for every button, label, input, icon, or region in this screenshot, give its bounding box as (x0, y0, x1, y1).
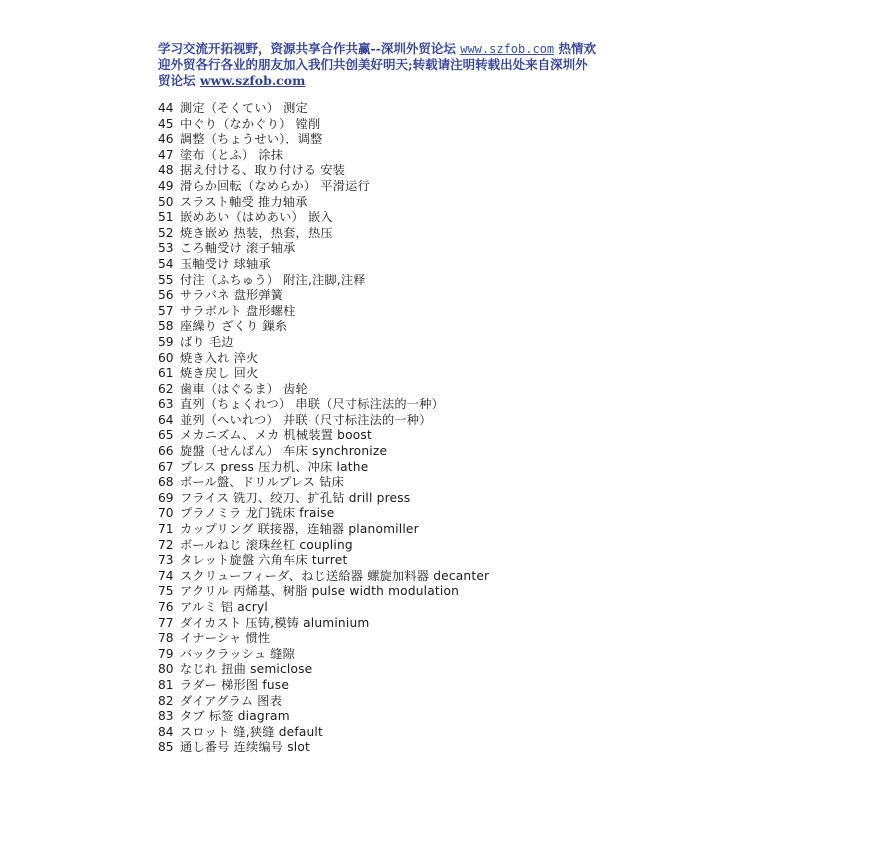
entry-number: 58 (158, 319, 174, 334)
entry-number: 80 (158, 662, 174, 677)
glossary-entry (158, 600, 778, 616)
glossary-entry (158, 257, 778, 273)
entry-number: 46 (158, 132, 174, 147)
entry-number: 75 (158, 584, 174, 599)
glossary-entry (158, 460, 778, 476)
glossary-entry (158, 304, 778, 320)
entry-text: ラダー 梯形图 fuse (180, 677, 290, 692)
entry-text: サラボルト 盘形螺柱 (180, 303, 296, 318)
glossary-entry (158, 647, 778, 663)
entry-number: 77 (158, 615, 174, 630)
entry-text: スロット 缝,狭缝 default (180, 724, 323, 739)
glossary-entry (158, 709, 778, 725)
entry-text: アルミ 铝 acryl (180, 600, 268, 614)
glossary-entry (158, 117, 778, 133)
site-link-2[interactable]: www.szfob.com (199, 73, 306, 88)
entry-text: バックラッシュ 缝隙 (180, 646, 296, 661)
entry-text: ボールねじ 滚珠丝杠 coupling (180, 537, 353, 552)
entry-number: 62 (158, 381, 174, 396)
entry-text: サラバネ 盘形弹簧 (180, 288, 284, 303)
entry-number: 57 (158, 303, 174, 318)
glossary-entry (158, 444, 778, 460)
glossary-entry (158, 553, 778, 569)
glossary-entry (158, 740, 778, 756)
entry-text: アクリル 丙烯基、树脂 pulse width modulation (180, 584, 460, 599)
entry-text: ダイカスト 压铸,模铸 aluminium (180, 615, 370, 630)
entry-number: 66 (158, 444, 174, 459)
entry-number: 63 (158, 397, 174, 412)
glossary-entry (158, 428, 778, 444)
entry-text: ダイアグラム 图表 (180, 693, 283, 708)
entry-number: 64 (158, 412, 174, 427)
entry-number: 59 (158, 334, 174, 349)
glossary-entry (158, 148, 778, 164)
entry-number: 44 (158, 101, 174, 115)
entry-text: プラノミラ 龙门铣床 fraise (180, 506, 335, 521)
glossary-entry (158, 195, 778, 211)
glossary-entry (158, 506, 778, 522)
glossary-entry (158, 631, 778, 647)
entry-number: 52 (158, 225, 174, 240)
entry-number: 81 (158, 677, 174, 692)
banner-line-1 (158, 41, 718, 57)
entry-text: 据え付ける、取り付ける 安装 (180, 163, 346, 178)
glossary-entry (158, 132, 778, 148)
entry-text: 焼き嵌め 热装，热套，热压 (180, 225, 333, 240)
entry-text: 嵌めあい（はめあい） 嵌入 (180, 210, 333, 225)
entry-text: ばり 毛边 (180, 334, 234, 349)
entry-text: 焼き戻し 回火 (180, 366, 259, 381)
glossary-entry (158, 475, 778, 491)
entry-number: 47 (158, 147, 174, 162)
glossary-entry (158, 538, 778, 554)
glossary-entry (158, 241, 778, 257)
glossary-entry (158, 569, 778, 585)
entry-text: プレス press 压力机、冲床 lathe (180, 459, 369, 474)
entry-text: 旋盤（せんばん） 车床 synchronize (180, 444, 388, 459)
entry-text: メカニズム、メカ 机械装置 boost (180, 428, 372, 443)
glossary-entry (158, 351, 778, 367)
glossary-entry (158, 522, 778, 538)
entry-text: ボール盤、ドリルプレス 钻床 (180, 475, 345, 490)
entry-text: 並列（へいれつ） 并联（尺寸标注法的一种） (180, 412, 432, 427)
entry-text: 滑らか回転（なめらか） 平滑运行 (180, 178, 370, 193)
glossary-entry (158, 397, 778, 413)
entry-number: 78 (158, 631, 174, 646)
entry-number: 72 (158, 537, 174, 552)
entry-number: 67 (158, 459, 174, 474)
glossary-entry (158, 491, 778, 507)
entry-number: 60 (158, 350, 174, 365)
entry-text: 玉軸受け 球轴承 (180, 256, 271, 271)
entry-number: 85 (158, 740, 174, 755)
entry-number: 73 (158, 553, 174, 568)
site-banner (158, 41, 718, 89)
entry-text: スラスト軸受 推力轴承 (180, 194, 308, 209)
entry-number: 79 (158, 646, 174, 661)
entry-text: タブ 标签 diagram (180, 709, 290, 724)
entry-text: カップリング 联接器，连轴器 planomiller (180, 522, 419, 537)
entry-text: 付注（ふちゅう） 附注,注脚,注释 (180, 272, 366, 287)
entry-text: 中ぐり（なかぐり） 镗削 (180, 116, 321, 131)
entry-number: 82 (158, 693, 174, 708)
glossary-entry (158, 382, 778, 398)
banner-line-3 (158, 73, 718, 89)
entry-number: 70 (158, 506, 174, 521)
entry-number: 61 (158, 366, 174, 381)
entry-number: 50 (158, 194, 174, 209)
glossary-entry (158, 662, 778, 678)
glossary-entry (158, 366, 778, 382)
entry-number: 76 (158, 600, 174, 614)
entry-text: フライス 铣刀、绞刀、扩孔钻 drill press (180, 490, 411, 505)
entry-number: 56 (158, 288, 174, 303)
entry-number: 54 (158, 256, 174, 271)
glossary-entry (158, 725, 778, 741)
entry-number: 45 (158, 116, 174, 131)
entry-text: 塗布（とふ） 涂抹 (180, 147, 284, 162)
entry-number: 83 (158, 709, 174, 724)
entry-text: 調整（ちょうせい）．调整 (180, 132, 323, 147)
entry-number: 53 (158, 241, 174, 256)
glossary-entry (158, 584, 778, 600)
entry-text: 焼き入れ 淬火 (180, 350, 259, 365)
site-link-1[interactable]: www.szfob.com (460, 42, 555, 56)
entry-number: 65 (158, 428, 174, 443)
glossary-entry (158, 616, 778, 632)
entry-number: 84 (158, 724, 174, 739)
glossary-entry (158, 678, 778, 694)
glossary-entry (158, 210, 778, 226)
banner-text-1: 学习交流开拓视野，资源共享合作共赢--深圳外贸论坛 (158, 41, 461, 56)
glossary-list (158, 101, 778, 756)
entry-number: 49 (158, 178, 174, 193)
glossary-entry (158, 273, 778, 289)
glossary-entry (158, 319, 778, 335)
entry-text: 測定（そくてい） 测定 (180, 101, 308, 115)
entry-text: 歯車（はぐるま） 齿轮 (180, 381, 308, 396)
entry-number: 68 (158, 475, 174, 490)
entry-text: 通し番号 连续编号 slot (180, 740, 311, 755)
glossary-entry (158, 694, 778, 710)
banner-line-2 (158, 57, 718, 73)
entry-number: 71 (158, 522, 174, 537)
glossary-entry (158, 413, 778, 429)
entry-text: イナーシャ 惯性 (180, 631, 271, 646)
entry-number: 48 (158, 163, 174, 178)
glossary-entry (158, 163, 778, 179)
entry-text: スクリューフィーダ、ねじ送給器 螺旋加料器 decanter (180, 568, 490, 583)
banner-text-3: 贸论坛 (158, 73, 200, 88)
glossary-entry (158, 101, 778, 117)
entry-text: なじれ 扭曲 semiclose (180, 662, 313, 677)
glossary-entry (158, 288, 778, 304)
entry-number: 69 (158, 490, 174, 505)
entry-text: ころ軸受け 滚子轴承 (180, 241, 296, 256)
entry-number: 55 (158, 272, 174, 287)
banner-text-2: 迎外贸各行各业的朋友加入我们共创美好明天;转载请注明转载出处来自深圳外 (158, 57, 588, 72)
entry-text: タレット旋盤 六角车床 turret (180, 553, 348, 568)
entry-text: 直列（ちょくれつ） 串联（尺寸标注法的一种） (180, 397, 444, 412)
glossary-entry (158, 179, 778, 195)
entry-text: 座繰り ざくり 鏁糸 (180, 319, 288, 334)
entry-number: 74 (158, 568, 174, 583)
entry-number: 51 (158, 210, 174, 225)
glossary-entry (158, 335, 778, 351)
banner-tail-1: 热情欢 (554, 41, 597, 56)
glossary-entry (158, 226, 778, 242)
